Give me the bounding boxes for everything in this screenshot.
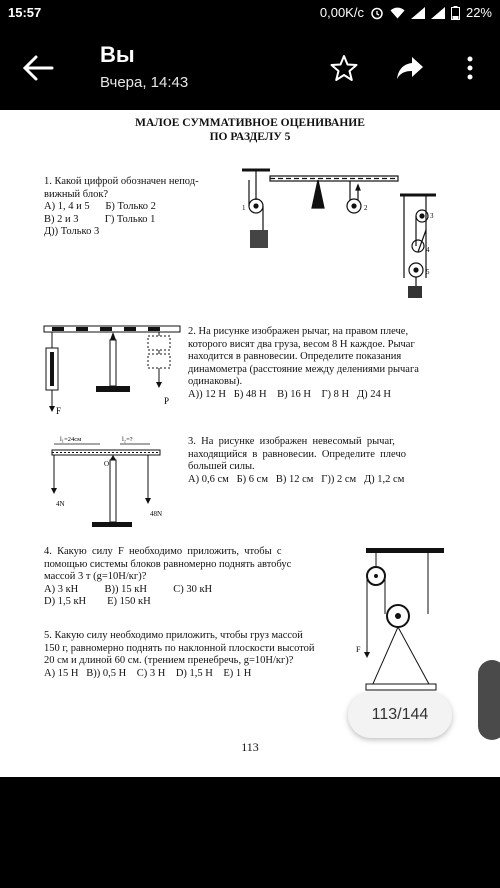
q3-label-l2: l₂=? <box>122 436 133 443</box>
pulley-label: 1 <box>242 204 246 212</box>
q3-label-48n: 48N <box>150 510 163 518</box>
status-bar <box>0 0 500 26</box>
status-time: 15:57 <box>8 5 42 20</box>
question-4 <box>44 546 344 609</box>
battery-percent: 22% <box>465 5 492 20</box>
q5-text-line: 150 г, равномерно поднять по наклонной плоскости высотой <box>44 642 315 654</box>
q3-label-4n: 4N <box>56 500 65 508</box>
signal-icon-2 <box>431 7 445 19</box>
q2-label-p: P <box>164 396 170 406</box>
q4-text-line: помощью системы блоков равномерно поднять автобус <box>44 558 292 570</box>
q4-options: А) 3 кН В)) 15 кН С) 30 кН <box>44 583 213 595</box>
q1-options: Д)) Только 3 <box>44 226 100 237</box>
chat-subtitle: Вчера, 14:43 <box>100 74 189 91</box>
q3-options: А) 0,6 см Б) 6 см В) 12 см Г)) 2 см Д) 1,2 см <box>188 473 405 485</box>
question-2 <box>188 326 446 401</box>
back-arrow-icon[interactable] <box>22 54 54 82</box>
q3-text-line: 3. На рисунке изображен невесомый рычаг, <box>188 436 395 447</box>
q1-options: В) 2 и 3 Г) Только 1 <box>44 213 156 225</box>
q4-pulley-figure <box>350 546 450 696</box>
q5-text-line: 5. Какую силу необходимо приложить, чтобы груз массой <box>44 630 303 641</box>
q2-lever-figure <box>36 322 188 418</box>
pulley-label: 2 <box>364 204 368 212</box>
q5-options: А) 15 Н В)) 0,5 Н С) 3 Н D) 1,5 Н Е) 1 Н <box>44 667 252 679</box>
app-bar <box>0 26 500 110</box>
q2-text-line: одинаковы). <box>188 376 243 387</box>
wifi-icon <box>390 7 405 19</box>
share-icon[interactable] <box>396 54 424 82</box>
q4-options: D) 1,5 кН Е) 150 кН <box>44 596 151 607</box>
q4-text-line: 4. Какую силу F необходимо приложить, чтобы с <box>44 546 282 557</box>
q1-weight-1 <box>250 230 268 248</box>
q4-label-f: F <box>356 645 361 654</box>
question-5 <box>44 630 364 680</box>
q2-text-line: которого висят два груза, весом 8 Н каждое. Рычаг <box>188 338 415 350</box>
question-3 <box>188 436 446 486</box>
q1-weight-2 <box>408 286 422 298</box>
q2-text-line: динамометра (расстояние между делениями рычага <box>188 363 419 375</box>
q1-options: А) 1, 4 и 5 Б) Только 2 <box>44 201 156 212</box>
q1-pulley-figure <box>240 160 450 310</box>
scrollbar-thumb[interactable] <box>478 660 500 740</box>
chat-title: Вы <box>100 42 135 67</box>
q1-text-line: вижный блок? <box>44 188 109 200</box>
more-vert-icon[interactable] <box>456 54 484 82</box>
pulley-label: 5 <box>426 268 430 276</box>
q3-text-line: находящийся в равновесии. Определите плечо <box>188 448 406 460</box>
q2-label-f: F <box>56 406 62 416</box>
star-icon[interactable] <box>330 54 358 82</box>
q4-text-line: массой 3 т (g=10Н/кг)? <box>44 571 147 582</box>
alarm-icon <box>370 6 384 20</box>
q3-label-o: O <box>104 460 110 468</box>
q2-options: А)) 12 Н Б) 48 Н В) 16 Н Г) 8 Н Д) 24 Н <box>188 388 391 400</box>
q3-label-l1: l₁=24см <box>60 436 82 443</box>
document-title-line2: ПО РАЗДЕЛУ 5 <box>209 131 291 143</box>
document-page[interactable] <box>0 110 500 777</box>
pulley-label: 4 <box>426 246 430 254</box>
q2-text-line: 2. На рисунке изображен рычаг, на правом плече, <box>188 326 409 337</box>
q3-lever-figure <box>40 432 170 528</box>
question-1 <box>44 176 244 239</box>
pulley-label: 3 <box>430 212 434 220</box>
network-speed: 0,00K/c <box>319 5 364 20</box>
page-indicator: 113/144 <box>348 692 452 738</box>
q5-text-line: 20 см и длиной 60 см. (трением пренебречь, g=10Н/кг)? <box>44 655 294 666</box>
q3-text-line: большей силы. <box>188 461 255 472</box>
signal-icon <box>411 7 425 19</box>
document-title <box>0 116 500 144</box>
q1-text-line: 1. Какой цифрой обозначен непод- <box>44 176 199 187</box>
document-page-number: 113 <box>241 740 259 754</box>
battery-icon <box>451 6 460 20</box>
q2-text-line: находится в равновесии. Определите показания <box>188 351 402 362</box>
document-title-line1: МАЛОЕ СУММАТИВНОЕ ОЦЕНИВАНИЕ <box>135 117 365 129</box>
